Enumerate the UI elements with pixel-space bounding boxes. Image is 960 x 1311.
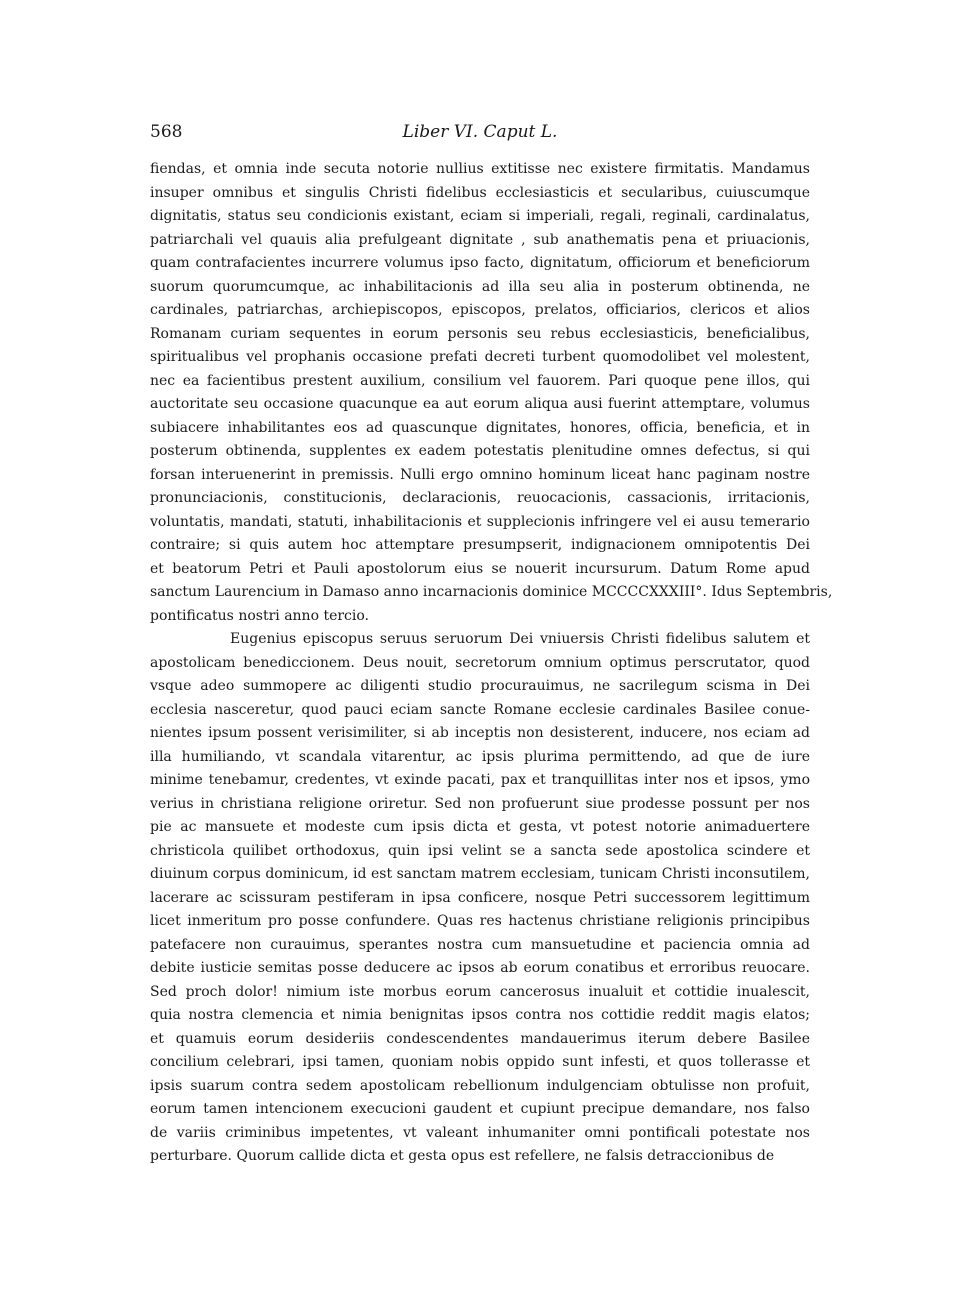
text-line: fiendas, et omnia inde secuta notorie nullius extitisse nec existere firmitatis. Mandamus — [150, 161, 810, 177]
paragraph — [150, 628, 810, 1169]
running-head — [150, 119, 810, 145]
text-line: patriarchali vel quauis alia prefulgeant dignitate , sub anathematis pena et priuacionis, — [150, 231, 810, 248]
text-line: patefacere non curauimus, sperantes nostra cum mansuetudine et paciencia omnia ad — [150, 936, 810, 953]
text-line: spiritualibus vel prophanis occasione prefati decreti turbent quomodolibet vel molestent, — [150, 349, 810, 365]
book-page — [150, 119, 833, 1169]
text-line: pontificatus nostri anno tercio. — [150, 607, 370, 624]
text-line: dignitatis, status seu condicionis existant, eciam si imperiali, regali, reginali, cardinalatus, — [150, 208, 810, 224]
paragraph — [150, 158, 833, 628]
running-title: Liber VI. Caput L. — [402, 122, 558, 142]
text-line: illa humiliando, vt scandala vitarentur, ac ipsis plurima permittendo, ad que de iure — [150, 748, 810, 765]
text-line: apostolicam benediccionem. Deus nouit, secretorum omnium optimus perscrutator, quod — [150, 654, 810, 671]
text-line: et quamuis eorum desideriis condescendentes mandauerimus iterum debere Basilee — [150, 1030, 810, 1047]
text-line: minime tenebamur, credentes, vt exinde pacati, pax et tranquillitas inter nos et ipsos, ymo — [150, 772, 810, 788]
text-line: nec ea facientibus prestent auxilium, consilium vel fauorem. Pari quoque pene illos, qui — [150, 372, 810, 389]
text-line: auctoritate seu occasione quacunque ea aut eorum aliqua ausi fuerint attemptare, volumus — [150, 396, 810, 412]
text-line: lacerare ac scissuram pestiferam in ipsa conficere, nosque Petri successorem legittimum — [150, 889, 810, 906]
text-line: concilium celebrari, ipsi tamen, quoniam nobis oppido sunt infesti, et quos tollerasse et — [150, 1054, 810, 1070]
body-text — [150, 158, 833, 1169]
text-line: perturbare. Quorum callide dicta et gesta opus est refellere, ne falsis detraccionibus de — [150, 1148, 775, 1164]
text-line: sanctum Laurencium in Damaso anno incarnacionis dominice MCCCCXXXIII°. Idus Septembris, — [150, 584, 833, 600]
text-line: cardinales, patriarchas, archiepiscopos, episcopos, prelatos, officiarios, clericos et alios — [150, 302, 810, 318]
text-line: licet inmeritum pro posse confundere. Quas res hactenus christiane religionis principibus — [150, 913, 810, 929]
text-line: nientes ipsum possent verisimiliter, si ab inceptis non desisterent, inducere, nos eciam ad — [150, 725, 810, 741]
text-line: verius in christiana religione oriretur. Sed non profuerunt siue prodesse possunt per nos — [150, 795, 810, 812]
text-line: suorum quorumcumque, ac inhabilitacionis ad illa seu alia in posterum obtinenda, ne — [150, 278, 810, 295]
text-line: ipsis suarum contra sedem apostolicam rebellionum indulgenciam obtulisse non profuit, — [150, 1077, 810, 1094]
text-line: et beatorum Petri et Pauli apostolorum eius se nouerit incursurum. Datum Rome apud — [150, 560, 810, 577]
text-line: pie ac mansuete et modeste cum ipsis dicta et gesta, vt potest notorie animaduertere — [150, 819, 810, 835]
page-number: 568 — [150, 122, 183, 142]
text-line: voluntatis, mandati, statuti, inhabilitacionis et supplecionis infringere vel ei ausu temerario — [150, 513, 810, 530]
text-line: ecclesia nasceretur, quod pauci eciam sancte Romane ecclesie cardinales Basilee conue- — [150, 701, 810, 718]
text-line: diuinum corpus dominicum, id est sanctam matrem ecclesiam, tunicam Christi inconsutilem, — [150, 866, 810, 882]
text-line: eorum tamen intencionem execucioni gaudent et cupiunt precipue demandare, nos falso — [150, 1101, 810, 1117]
text-line: debite iusticie semitas posse deducere ac ipsos ab eorum conatibus et erroribus reuocare. — [150, 960, 810, 976]
text-line: posterum obtinenda, supplentes ex eadem potestatis plenitudine omnes defectus, si qui — [150, 443, 810, 459]
text-line: Eugenius episcopus seruus seruorum Dei vniuersis Christi fidelibus salutem et — [230, 631, 810, 647]
text-line: quam contrafacientes incurrere volumus ipso facto, dignitatum, officiorum et beneficiorum — [150, 255, 810, 271]
text-line: contraire; si quis autem hoc attemptare presumpserit, indignacionem omnipotentis Dei — [150, 537, 810, 553]
text-line: insuper omnibus et singulis Christi fidelibus ecclesiasticis et secularibus, cuiuscumque — [150, 184, 810, 201]
text-line: subiacere inhabilitantes eos ad quascunque dignitates, honores, officia, beneficia, et in — [150, 419, 810, 436]
text-line: vsque adeo summopere ac diligenti studio procurauimus, ne sacrilegum scisma in Dei — [150, 678, 810, 694]
text-line: forsan interuenerint in premissis. Nulli ergo omnino hominum liceat hanc paginam nostre — [150, 466, 810, 483]
text-line: pronunciacionis, constitucionis, declaracionis, reuocacionis, cassacionis, irritacionis, — [150, 490, 810, 506]
text-line: christicola quilibet orthodoxus, quin ipsi velint se a sancta sede apostolica scindere et — [150, 842, 810, 859]
text-line: de variis criminibus impetentes, vt valeant inhumaniter omni pontificali potestate nos — [150, 1124, 810, 1141]
text-line: Sed proch dolor! nimium iste morbus eorum cancerosus inualuit et cottidie inualescit, — [150, 983, 810, 1000]
text-line: Romanam curiam sequentes in eorum personis seu rebus ecclesiasticis, beneficialibus, — [150, 325, 810, 342]
text-line: quia nostra clemencia et nimia benignitas ipsos contra nos cottidie reddit magis elatos; — [150, 1007, 810, 1023]
